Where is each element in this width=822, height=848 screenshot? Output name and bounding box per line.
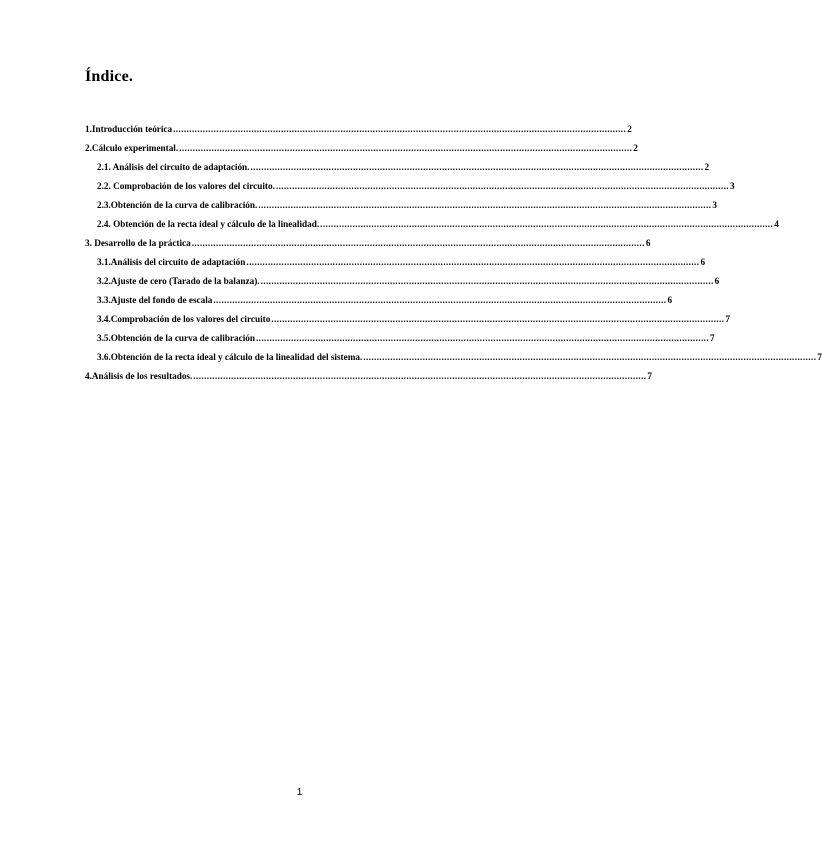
leader-dots: ........................................................................................................................................................................ — [191, 238, 645, 248]
toc-entry-label: 3.1.Análisis del circuito de adaptación — [97, 257, 246, 267]
toc-entry[interactable] — [97, 275, 720, 287]
toc-entry-label: 3.5.Obtención de la curva de calibración — [97, 333, 255, 343]
toc-entry-label: 3.6.Obtención de la recta ideal y cálculo de la linealidad del sistema. — [97, 352, 363, 362]
toc-entry-page: 2 — [633, 143, 638, 153]
toc-entry-label: 2.Cálculo experimental. — [85, 143, 179, 153]
leader-dots: ........................................................................................................................................................................ — [271, 314, 725, 324]
toc-entry-page: 2 — [704, 162, 710, 172]
toc-entry-label: 3. Desarrollo de la práctica — [85, 238, 191, 248]
toc-title: Índice. — [85, 68, 134, 85]
toc-entry-label: 3.2.Ajuste de cero (Tarado de la balanza). — [97, 276, 260, 286]
toc-entry-label: 2.3.Obtención de la curva de calibración. — [97, 200, 258, 210]
leader-dots: ........................................................................................................................................................................ — [213, 295, 667, 305]
toc-entry-page: 7 — [725, 314, 730, 324]
toc-entry[interactable] — [85, 142, 638, 154]
toc-entry[interactable] — [97, 218, 779, 230]
toc-entry[interactable] — [97, 313, 730, 325]
leader-dots: ........................................................................................................................................................................ — [320, 219, 774, 229]
toc-entry[interactable] — [97, 199, 717, 211]
toc-entry[interactable] — [85, 237, 651, 249]
toc-entry-page: 6 — [700, 257, 706, 267]
leader-dots: ........................................................................................................................................................................ — [363, 352, 817, 362]
leader-dots: ........................................................................................................................................................................ — [250, 162, 704, 172]
leader-dots: ........................................................................................................................................................................ — [173, 124, 627, 134]
toc-entry-page: 3 — [729, 181, 735, 191]
toc-entry-page: 6 — [667, 295, 673, 305]
toc-entry-label: 1.Introducción teórica — [85, 124, 173, 134]
toc-entry-page: 6 — [645, 238, 651, 248]
leader-dots: ........................................................................................................................................................................ — [258, 200, 712, 210]
toc-entry-label: 4.Análisis de los resultados. — [85, 371, 193, 381]
toc-entry[interactable] — [97, 332, 715, 344]
toc-entry[interactable] — [85, 370, 652, 382]
toc-entry[interactable] — [97, 294, 673, 306]
toc-entry[interactable] — [97, 256, 706, 268]
toc-entry-page: 4 — [774, 219, 779, 229]
toc-entry-label: 2.2. Comprobación de los valores del circuito. — [97, 181, 275, 191]
toc-entry[interactable] — [85, 123, 632, 135]
toc-entry-label: 3.3.Ajuste del fondo de escala — [97, 295, 213, 305]
toc-entry[interactable] — [97, 180, 735, 192]
toc-entry-label: 2.4. Obtención de la recta ideal y cálculo de la linealidad. — [97, 219, 320, 229]
toc-entry-page: 2 — [627, 124, 632, 134]
page-number: 1 — [296, 787, 303, 798]
toc-entry-page: 7 — [710, 333, 715, 343]
leader-dots: ........................................................................................................................................................................ — [246, 257, 700, 267]
leader-dots: ........................................................................................................................................................................ — [275, 181, 729, 191]
toc-entry-page: 7 — [647, 371, 652, 381]
leader-dots: ........................................................................................................................................................................ — [255, 333, 710, 343]
toc-entry[interactable] — [97, 351, 822, 363]
toc-entry[interactable] — [97, 161, 710, 173]
toc-entry-page: 3 — [712, 200, 717, 210]
toc-entry-label: 3.4.Comprobación de los valores del circuito — [97, 314, 271, 324]
leader-dots: ........................................................................................................................................................................ — [260, 276, 714, 286]
leader-dots: ........................................................................................................................................................................ — [179, 143, 633, 153]
toc-entry-label: 2.1. Análisis del circuito de adaptación. — [97, 162, 250, 172]
leader-dots: ........................................................................................................................................................................ — [193, 371, 647, 381]
toc-entry-page: 7 — [817, 352, 822, 362]
toc-entry-page: 6 — [714, 276, 720, 286]
